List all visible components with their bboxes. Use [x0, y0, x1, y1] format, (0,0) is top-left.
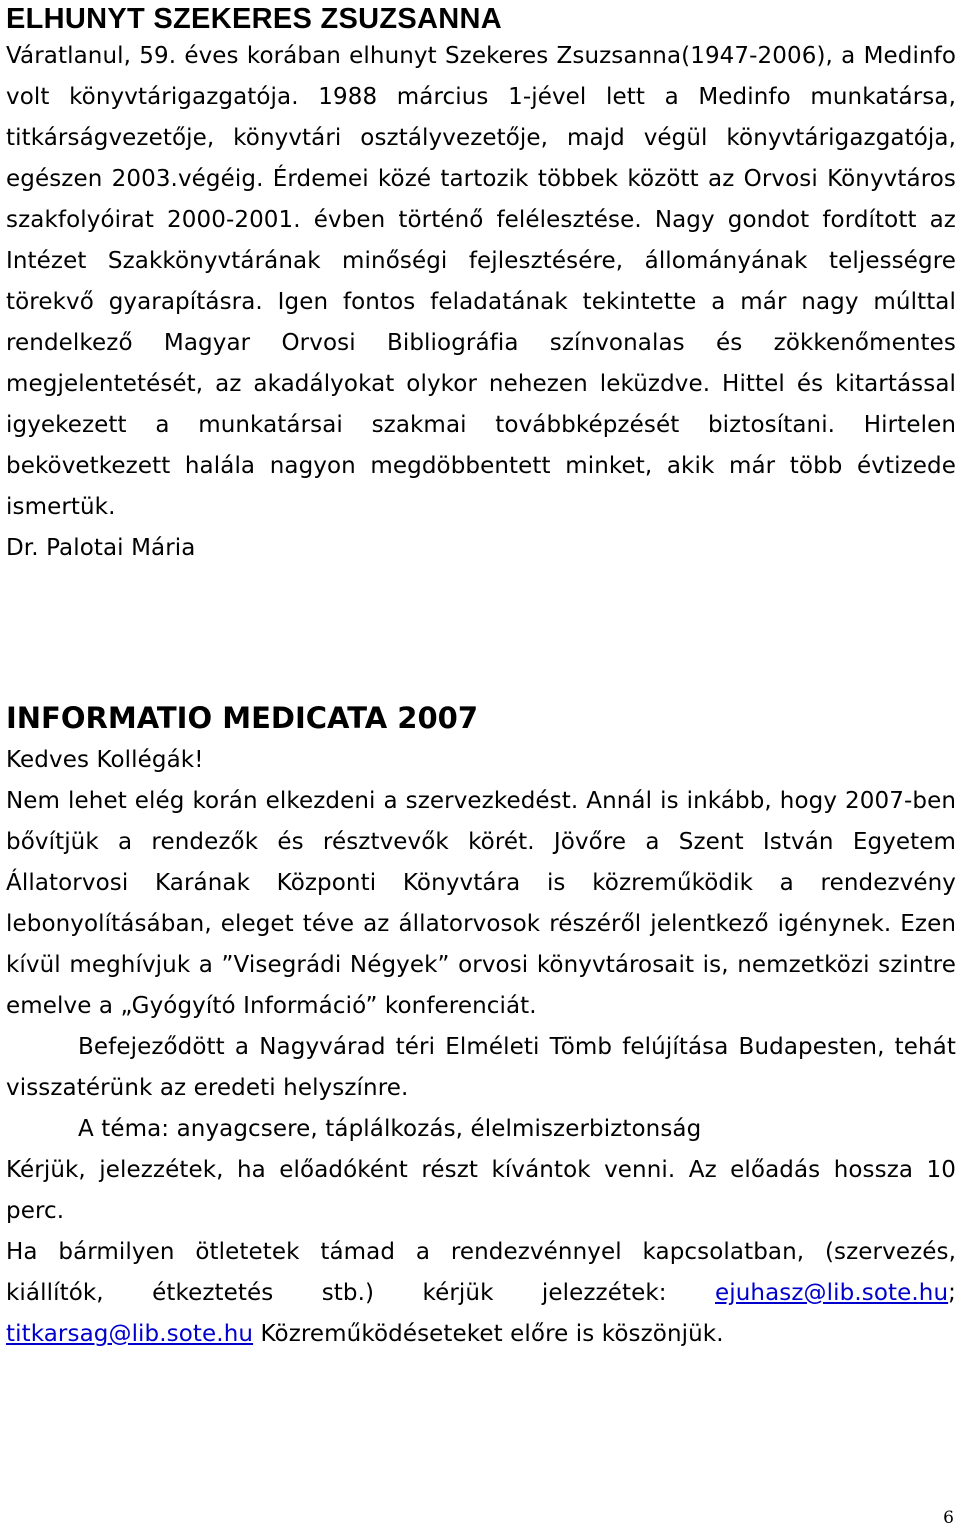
announcement-paragraph-4: [6, 1232, 956, 1355]
email-link-titkarsag[interactable]: titkarsag@lib.sote.hu: [6, 1321, 254, 1347]
announcement-section: [6, 740, 956, 1355]
obituary-body-b: Nagy gondot fordított az Intézet Szakkönyvtárának minőségi fejlesztésére, állományának teljességre törekvő gyarapításra. Igen fontos feladatának tekintette a már nagy múlttal rendelkező Magyar Orvosi Bibliográfia színvonalas és zökkenőmentes megjelentetését, az akadályokat olykor nehezen leküzdve. Hittel és kitartással igyekezett a munkatársai szakmai továbbképzését biztosítani. Hirtelen bekövetkezett halála nagyon megdöbbentett minket, akik már több évtizede ismertük.: [6, 207, 956, 520]
obituary-title: ELHUNYT SZEKERES ZSUZSANNA: [6, 3, 502, 35]
announcement-greeting: Kedves Kollégák!: [6, 747, 204, 773]
paragraph-4-text: Ha bármilyen ötletetek támad a rendezvénnyel kapcsolatban, (szervezés, kiállítók, étkeztetés stb.) kérjük jelezzétek:: [6, 1239, 956, 1306]
email-link-ejuhasz[interactable]: ejuhasz@lib.sote.hu: [715, 1280, 949, 1306]
page-number: 6: [943, 1508, 954, 1528]
paragraph-4-end: Közreműködéseteket előre is köszönjük.: [260, 1321, 724, 1347]
announcement-paragraph-2: Befejeződött a Nagyvárad téri Elméleti Tömb felújítása Budapesten, tehát visszatérünk az eredeti helyszínre.: [6, 1034, 956, 1101]
announcement-title: INFORMATIO MEDICATA 2007: [6, 701, 479, 735]
obituary-body-a: Váratlanul, 59. éves korában elhunyt Szekeres Zsuzsanna(1947-2006), a Medinfo volt könyvtárigazgatója. 1988 március 1-jével lett a Medinfo munkatársa, titkárságvezetője, könyvtári osztályvezetője, majd végül könyvtárigazgatója, egészen 2003.végéig. Érdemei közé tartozik többek között az Orvosi Könyvtáros szakfolyóirat 2000-2001. évben történő felélesztése.: [6, 43, 956, 233]
obituary-section: [6, 0, 956, 569]
email-separator: ;: [948, 1280, 956, 1306]
announcement-paragraph-1: Nem lehet elég korán elkezdeni a szervezkedést. Annál is inkább, hogy 2007-ben bővítjük a rendezők és résztvevők körét. Jövőre a Szent István Egyetem Állatorvosi Karának Központi Könyvtára is közreműködik a rendezvény lebonyolításában, eleget téve az állatorvosok részéről jelentkező igénynek. Ezen kívül meghívjuk a ”Visegrádi Négyek” orvosi könyvtárosait is, nemzetközi szintre emelve a „Gyógyító Információ” konferenciát.: [6, 788, 956, 1019]
obituary-signature: Dr. Palotai Mária: [6, 535, 196, 561]
obituary-paragraph: [6, 36, 956, 528]
announcement-topic: A téma: anyagcsere, táplálkozás, élelmiszerbiztonság: [78, 1116, 702, 1142]
announcement-paragraph-3: Kérjük, jelezzétek, ha előadóként részt kívántok venni. Az előadás hossza 10 perc.: [6, 1157, 956, 1224]
